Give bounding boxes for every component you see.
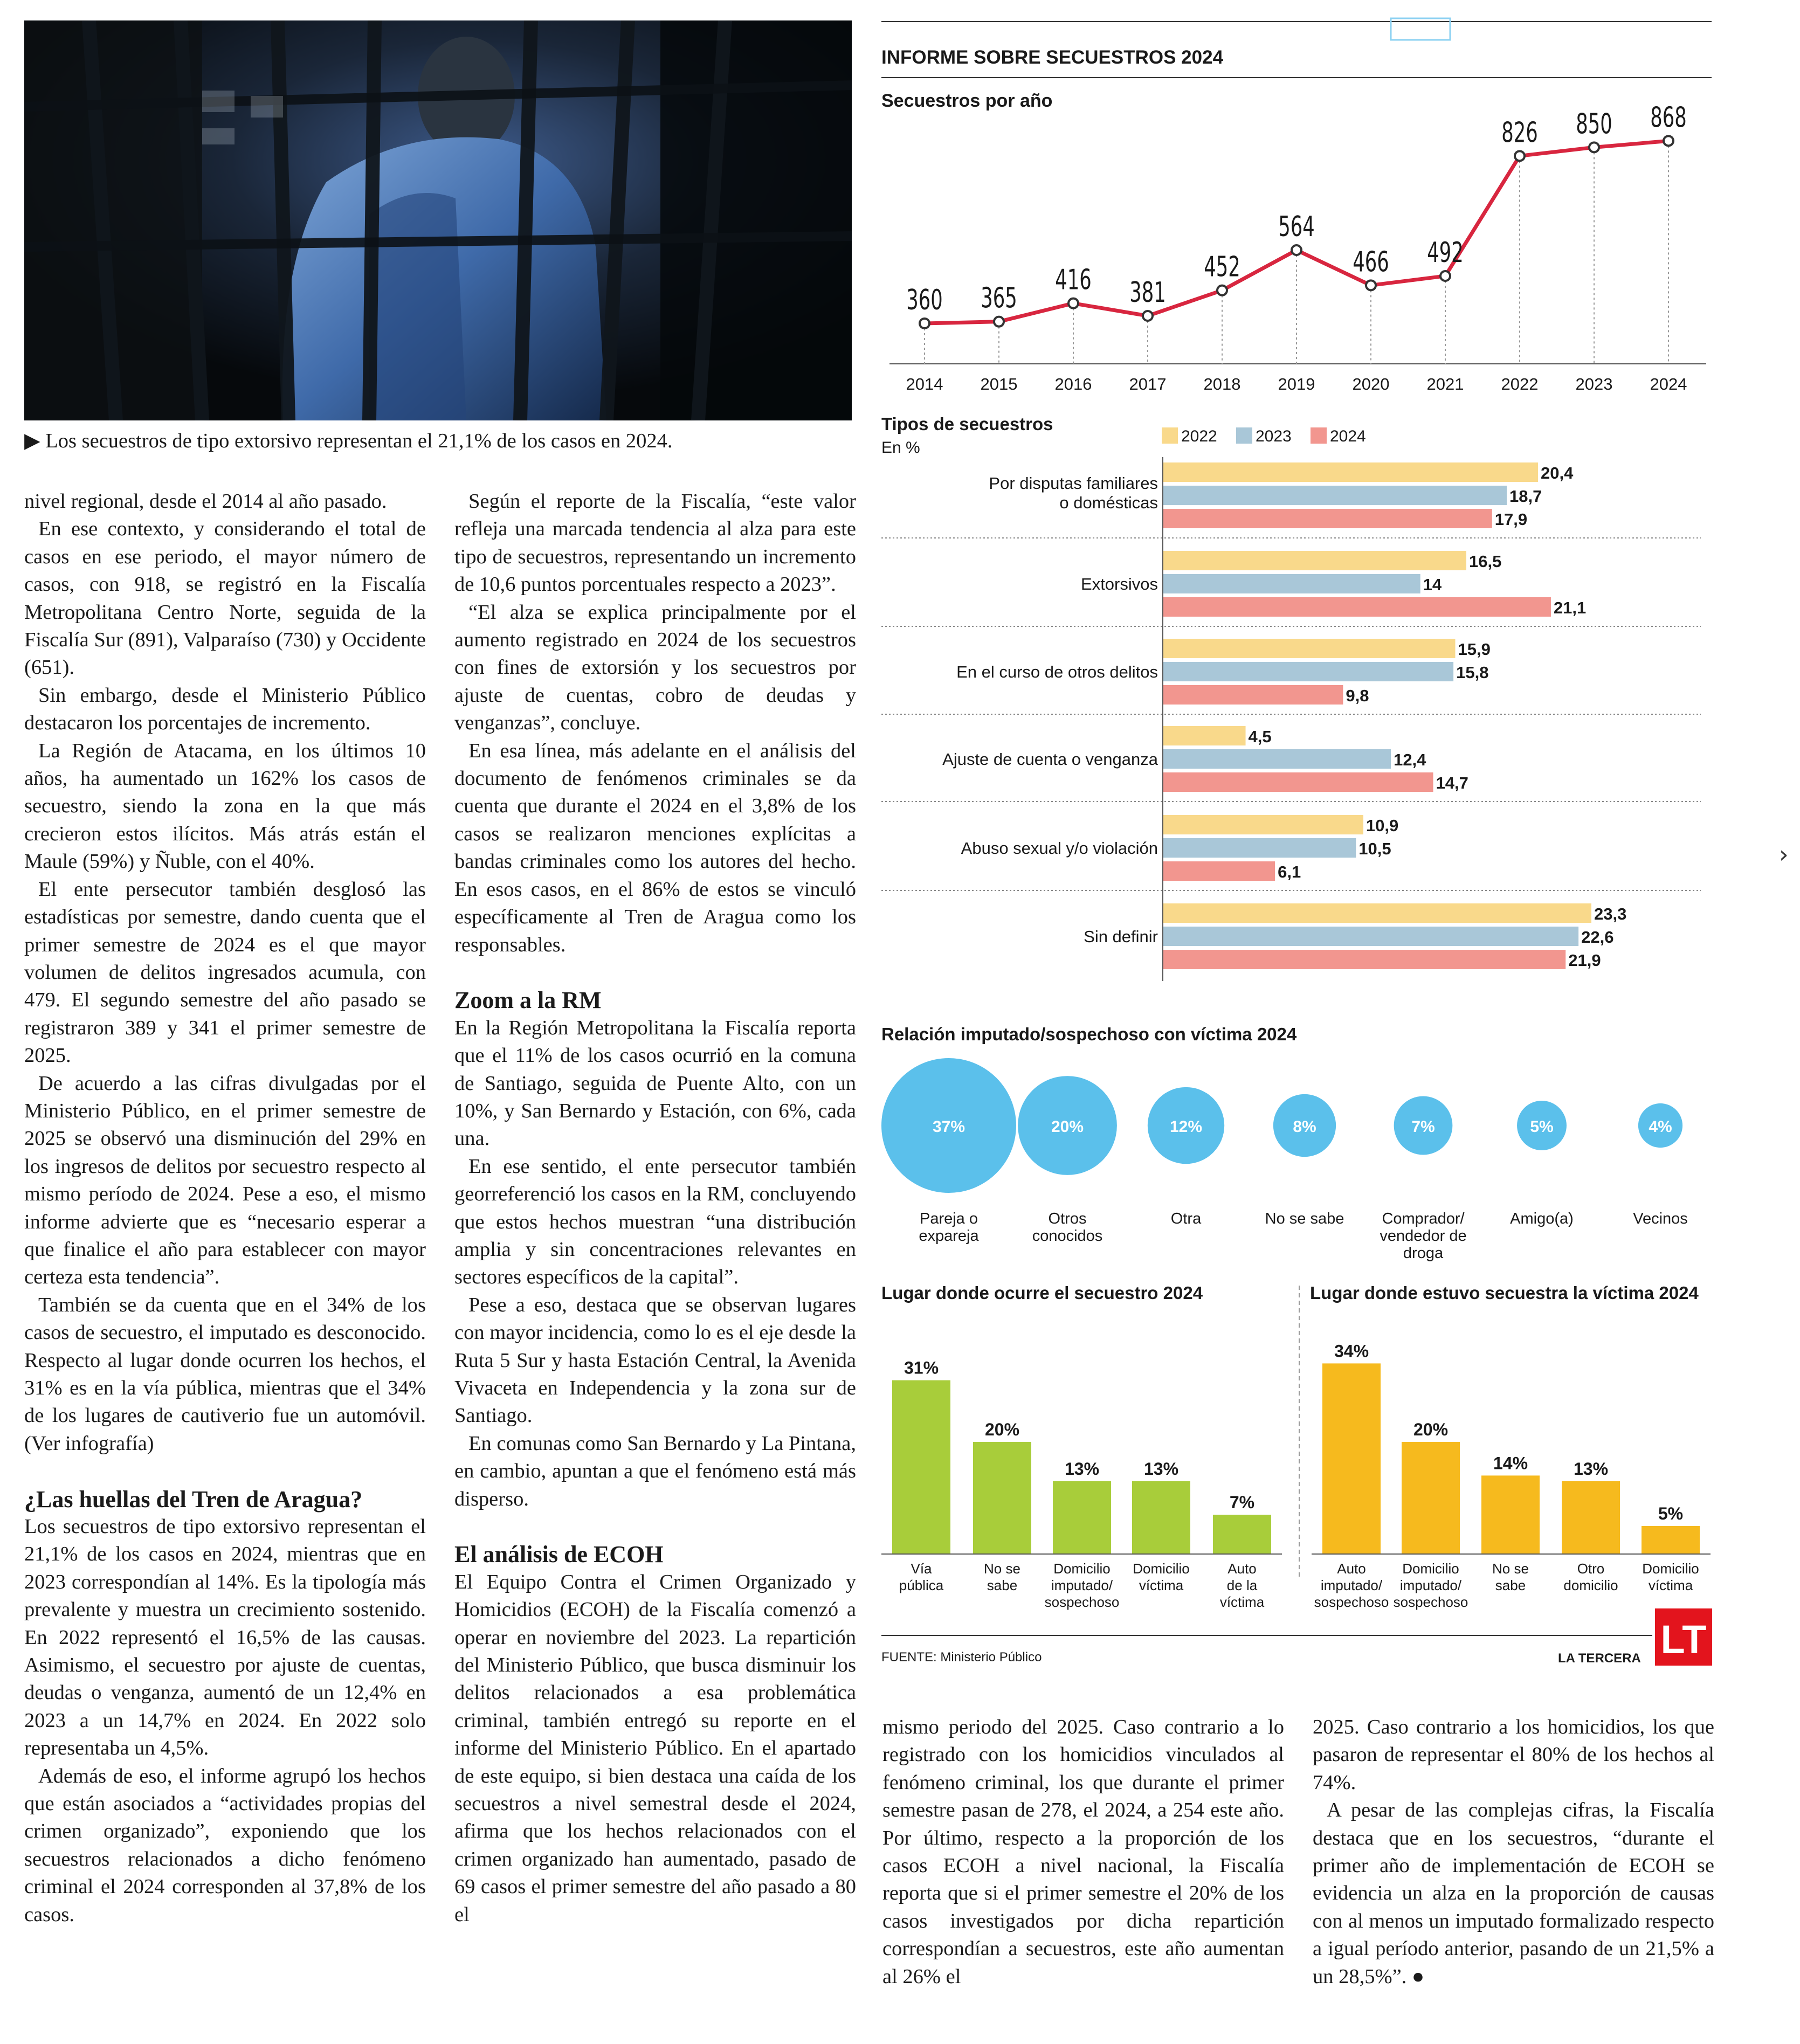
types-bar-chart <box>881 414 1701 981</box>
data-label: 466 <box>1353 246 1389 279</box>
data-point <box>1515 151 1525 161</box>
column-category-label: víctima <box>1648 1577 1693 1593</box>
photo-illustration <box>24 20 852 420</box>
article-paragraph: En ese contexto, y considerando el total de casos en ese periodo, el mayor número de casos, con 918, se registró en la Fiscalía Metropolitana Centro Norte, seguida de la Fiscalía Sur (891), Valparaíso (730) y Occidente (651). <box>24 517 426 679</box>
bubble-category-label: conocidos <box>1032 1227 1103 1245</box>
data-label: 868 <box>1650 101 1687 134</box>
article-paragraph: En la Región Metropolitana la Fiscalía reporta que el 11% de los casos ocurrió en la comuna de Santiago, seguida de Puente Alto, con un 10%, y San Bernardo y Estación, con 6%, cada una. <box>454 1016 856 1150</box>
lt-logo-text: LT <box>1660 1617 1707 1662</box>
bubble-category-label: No se sabe <box>1265 1210 1344 1227</box>
bubble-category-label: expareja <box>919 1227 979 1245</box>
x-tick-label: 2015 <box>980 375 1018 393</box>
bar-value-label: 4,5 <box>1248 727 1272 746</box>
column-category-label: Otro <box>1577 1560 1605 1577</box>
legend-swatch <box>1162 427 1178 444</box>
bar-value-label: 14 <box>1423 575 1442 594</box>
bar <box>1163 639 1456 658</box>
bubble-value-label: 8% <box>1293 1118 1316 1136</box>
column-category-label: Domicilio <box>1642 1560 1699 1577</box>
column-category-label: Vía <box>911 1560 932 1577</box>
column-value-label: 20% <box>984 1420 1020 1439</box>
legend-label: 2023 <box>1256 427 1292 445</box>
photo-caption: ▶ Los secuestros de tipo extorsivo representan el 21,1% de los casos en 2024. <box>24 430 673 452</box>
column-category-label: sospechoso <box>1314 1594 1389 1610</box>
column-category-label: sospechoso <box>1044 1594 1120 1610</box>
column-bar <box>1213 1515 1271 1554</box>
bar-value-label: 9,8 <box>1346 686 1369 705</box>
data-point <box>1664 136 1673 146</box>
bubble-chart-title: Relación imputado/sospechoso con víctima 2024 <box>881 1024 1297 1044</box>
bar-value-label: 17,9 <box>1494 510 1528 529</box>
legend-swatch <box>1311 427 1327 444</box>
bar <box>1163 749 1391 769</box>
bar <box>1163 685 1343 705</box>
data-label: 360 <box>906 284 943 316</box>
category-label: Por disputas familiares <box>989 474 1158 493</box>
category-label: o domésticas <box>1059 493 1158 512</box>
bar <box>1163 726 1246 745</box>
bar <box>1163 662 1453 681</box>
x-tick-label: 2023 <box>1575 375 1613 393</box>
column-category-label: Domicilio <box>1402 1560 1459 1577</box>
data-point <box>1068 299 1078 308</box>
data-point <box>1440 271 1450 281</box>
category-label: Ajuste de cuenta o venganza <box>942 750 1158 769</box>
infographic-header: INFORME SOBRE SECUESTROS 2024 <box>881 47 1224 68</box>
article-column-1 <box>24 488 426 1929</box>
article-column-2 <box>454 488 856 1929</box>
bar-chart-title: Lugar donde ocurre el secuestro 2024 <box>881 1283 1203 1303</box>
bar <box>1163 509 1492 528</box>
bar <box>1163 551 1466 570</box>
legend-label: 2024 <box>1330 427 1366 445</box>
article-paragraph: La Región de Atacama, en los últimos 10 años, ha aumentado un 162% los casos de secuestro, siendo la zona en la que más crecieron estos ilícitos. Más atrás están el Maule (59%) y Ñuble, con el 40%. <box>24 739 426 873</box>
line-chart <box>881 91 1706 393</box>
column-category-label: víctima <box>1219 1594 1265 1610</box>
line-chart-title: Secuestros por año <box>881 91 1053 111</box>
data-point <box>1217 286 1227 295</box>
next-page-chevron-icon[interactable]: › <box>1779 841 1789 868</box>
bubble-value-label: 20% <box>1051 1118 1084 1136</box>
column-value-label: 5% <box>1658 1504 1684 1523</box>
bubble-value-label: 4% <box>1649 1118 1672 1136</box>
column-value-label: 7% <box>1229 1493 1255 1513</box>
bubble-category-label: Otra <box>1170 1210 1202 1227</box>
article-paragraph: Según el reporte de la Fiscalía, “este valor refleja una marcada tendencia al alza para este tipo de secuestros, representando un incremento de 10,6 puntos porcentuales respecto a 2023”. <box>454 490 856 596</box>
data-point <box>1589 142 1599 152</box>
article-paragraph: 2025. Caso contrario a los homicidios, los que pasaron de representar el 80% de los hechos al 74%. <box>1313 1716 1714 1794</box>
bar <box>1163 950 1565 969</box>
x-tick-label: 2017 <box>1129 375 1167 393</box>
bar <box>1163 574 1420 593</box>
data-point <box>1366 280 1376 290</box>
bar-value-label: 15,8 <box>1456 663 1489 682</box>
data-label: 365 <box>981 282 1017 315</box>
column-category-label: sospechoso <box>1393 1594 1468 1610</box>
data-label: 564 <box>1278 211 1315 243</box>
column-category-label: de la <box>1226 1577 1258 1593</box>
x-tick-label: 2018 <box>1203 375 1241 393</box>
bar <box>1163 861 1275 881</box>
category-label: Sin definir <box>1084 927 1158 946</box>
column-value-label: 13% <box>1573 1459 1609 1479</box>
bubble-category-label: Vecinos <box>1633 1210 1688 1227</box>
bubble-category-label: vendedor de <box>1380 1227 1467 1245</box>
category-label: Abuso sexual y/o violación <box>961 839 1158 858</box>
bubble-category-label: droga <box>1403 1245 1444 1262</box>
bar-value-label: 12,4 <box>1394 750 1426 769</box>
caption-arrow-icon: ▶ <box>24 430 40 452</box>
bar-value-label: 10,9 <box>1365 816 1399 835</box>
data-label: 492 <box>1427 237 1464 269</box>
article-paragraph: En comunas como San Bernardo y La Pintana, en cambio, apuntan a que el fenómeno está más disperso. <box>454 1432 856 1510</box>
x-tick-label: 2019 <box>1278 375 1315 393</box>
data-label: 850 <box>1576 108 1612 141</box>
article-paragraph: nivel regional, desde el 2014 al año pasado. <box>24 490 387 513</box>
bar-value-label: 6,1 <box>1278 862 1301 881</box>
publisher-name: LA TERCERA <box>1558 1651 1641 1666</box>
bubble-category-label: Otros <box>1048 1210 1087 1227</box>
relationship-bubbles <box>881 1024 1688 1262</box>
article-paragraph: “El alza se explica principalmente por el aumento registrado en 2024 de los secuestros con fines de extorsión y los secuestros por ajuste de cuentas, cobro de deudas y venganzas”, concluye. <box>454 600 856 735</box>
bar <box>1163 927 1578 946</box>
column-category-label: domicilio <box>1563 1577 1618 1593</box>
bubble-value-label: 7% <box>1411 1118 1435 1136</box>
infographic-canvas <box>879 16 1720 1676</box>
source-note: FUENTE: Ministerio Público <box>881 1650 1042 1665</box>
x-tick-label: 2021 <box>1426 375 1464 393</box>
legend-swatch <box>1236 427 1252 444</box>
category-label: En el curso de otros delitos <box>956 662 1158 681</box>
bar-value-label: 18,7 <box>1509 487 1542 506</box>
article-paragraph: Pese a eso, destaca que se observan lugares con mayor incidencia, como lo es el eje desde la Ruta 5 Sur y hasta Estación Central, la Avenida Vivaceta en Independencia y la zona sur de Santiago. <box>454 1293 856 1427</box>
bar-value-label: 15,9 <box>1458 640 1491 659</box>
x-tick-label: 2022 <box>1501 375 1539 393</box>
bar <box>1163 486 1507 505</box>
bubble-value-label: 37% <box>932 1118 965 1136</box>
bar-value-label: 21,1 <box>1553 598 1587 617</box>
article-paragraph: De acuerdo a las cifras divulgadas por el Ministerio Público, en el primer semestre de 2025 se observó una disminución del 29% en los ingresos de delitos por secuestro respecto al mismo período de 2024. Pese a eso, el mismo informe advierte que es “necesario esperar a que finalice el año para establecer con mayor certeza esta tendencia”. <box>24 1072 426 1289</box>
column-bar <box>1132 1481 1190 1554</box>
bar-value-label: 22,6 <box>1581 928 1614 947</box>
data-label: 381 <box>1129 277 1166 309</box>
bubble-category-label: Comprador/ <box>1382 1210 1465 1227</box>
bar <box>1163 838 1356 858</box>
bar-value-label: 16,5 <box>1468 552 1502 571</box>
data-label: 452 <box>1204 251 1240 284</box>
data-label: 416 <box>1055 264 1092 296</box>
column-category-label: imputado/ <box>1320 1577 1383 1593</box>
column-value-label: 13% <box>1143 1459 1179 1479</box>
section-heading: ¿Las huellas del Tren de Aragua? <box>24 1486 363 1513</box>
article-column-3 <box>882 1714 1284 1991</box>
column-value-label: 20% <box>1413 1420 1449 1439</box>
column-category-label: pública <box>899 1577 944 1593</box>
article-paragraph: Además de eso, el informe agrupó los hechos que están asociados a “actividades propias del crimen organizado”, exponiendo que los secuestros relacionados a dicho fenómeno criminal el 2024 corresponden al 37,8% de los casos. <box>24 1764 426 1926</box>
column-bar <box>1053 1481 1111 1554</box>
bar-value-label: 21,9 <box>1568 951 1601 970</box>
article-paragraph: En ese sentido, el ente persecutor también georreferenció los casos en la RM, concluyendo que estos hechos muestran “una distribución amplia y sin concentraciones relevantes en sectores específicos de la capital”. <box>454 1155 856 1289</box>
bar-chart-title: Lugar donde estuvo secuestra la víctima 2024 <box>1310 1283 1699 1303</box>
column-bar <box>1322 1363 1381 1554</box>
column-bar <box>1481 1475 1540 1554</box>
bar-value-label: 14,7 <box>1436 774 1468 792</box>
column-category-label: Auto <box>1337 1560 1366 1577</box>
section-heading: Zoom a la RM <box>454 987 602 1014</box>
column-category-label: imputado/ <box>1051 1577 1113 1593</box>
data-point <box>1292 245 1301 255</box>
column-value-label: 31% <box>904 1358 939 1378</box>
column-value-label: 34% <box>1334 1341 1369 1361</box>
bar <box>1163 772 1433 792</box>
column-category-label: víctima <box>1139 1577 1184 1593</box>
bar-value-label: 20,4 <box>1541 464 1574 482</box>
legend-label: 2022 <box>1181 427 1217 445</box>
bar <box>1163 597 1551 617</box>
bar-value-label: 23,3 <box>1594 904 1627 923</box>
data-point <box>920 319 929 328</box>
place-captive-chart <box>1310 1283 1711 1610</box>
article-paragraph: Los secuestros de tipo extorsivo representan el 21,1% de los casos en 2024, mientras que en 2023 correspondían al 14%. Es la tipología más prevalente y muestra un crecimiento sostenido. En 2022 representó el 16,5% de las causas. Asimismo, el secuestro por ajuste de cuentas, deudas o venganza, aumentó de un 12,4% en 2023 a un 14,7% en 2024. En 2022 solo representaba un 4,5%. <box>24 1515 426 1760</box>
bubble-value-label: 12% <box>1169 1118 1203 1136</box>
column-category-label: imputado/ <box>1399 1577 1462 1593</box>
bubble-category-label: Amigo(a) <box>1510 1210 1574 1227</box>
column-value-label: 13% <box>1064 1459 1100 1479</box>
section-heading: El análisis de ECOH <box>454 1541 664 1568</box>
news-photo <box>24 20 852 420</box>
column-category-label: sabe <box>987 1577 1018 1593</box>
bar <box>1163 815 1363 834</box>
article-paragraph: Sin embargo, desde el Ministerio Público destacaron los porcentajes de incremento. <box>24 683 426 735</box>
bar <box>1163 462 1538 482</box>
infographic <box>879 16 1720 1676</box>
article-paragraph: También se da cuenta que en el 34% de los casos de secuestro, el imputado es desconocido. Respecto al lugar donde ocurren los hechos, el 31% es en la vía pública, mientras que el 34% de los lugares de cautiverio fue un automóvil. (Ver infografía) <box>24 1293 426 1455</box>
article-paragraph: A pesar de las complejas cifras, la Fiscalía destaca que en los secuestros, “durante el primer año de implementación de ECOH se evidencia un alza en la proporción de causas con al menos un imputado formalizado respecto a igual período anterior, pasando de un 21,5% a un 28,5%”. ● <box>1313 1799 1714 1988</box>
bar-chart-subtitle: En % <box>881 439 920 457</box>
column-category-label: sabe <box>1495 1577 1526 1593</box>
article-paragraph: El ente persecutor también desglosó las estadísticas por semestre, dando cuenta que el primer semestre de 2024 es el que mayor volumen de delitos ingresados acumula, con 479. El segundo semestre del año pasado se registraron 389 y 341 el primer semestre de 2025. <box>24 878 426 1067</box>
column-category-label: Auto <box>1227 1560 1257 1577</box>
article-paragraph: El Equipo Contra el Crimen Organizado y Homicidios (ECOH) de la Fiscalía comenzó a operar en noviembre del 2023. La repartición del Ministerio Público, que busca disminuir los delitos relacionados a esa problemática criminal, también entregó su reporte en el informe del Ministerio Público. En el apartado de este equipo, si bien destaca una caída de los secuestros a nivel semestral desde el 2024, afirma que los hechos relacionados con el crimen organizado han aumentado, pasado de 69 casos el primer semestre del año pasado a 80 el <box>454 1570 856 1926</box>
data-point <box>994 317 1004 327</box>
column-category-label: No se <box>984 1560 1020 1577</box>
bar-value-label: 10,5 <box>1358 839 1391 858</box>
column-category-label: Domicilio <box>1053 1560 1111 1577</box>
column-bar <box>1402 1442 1460 1554</box>
category-label: Extorsivos <box>1081 575 1158 593</box>
bar <box>1163 903 1591 923</box>
column-bar <box>1642 1526 1700 1554</box>
data-point <box>1143 311 1153 321</box>
place-occurs-chart <box>881 1283 1282 1610</box>
column-bar <box>892 1380 950 1554</box>
column-value-label: 14% <box>1493 1453 1528 1473</box>
article-paragraph: En esa línea, más adelante en el análisis del documento de fenómenos criminales se da cuenta que durante el 2024 en el 3,8% de los casos se realizaron menciones explícitas a bandas criminales como los autores del hecho. En esos casos, en el 86% de estos se vinculó específicamente al Tren de Aragua como los responsables. <box>454 739 856 956</box>
column-category-label: No se <box>1492 1560 1529 1577</box>
column-bar <box>1562 1481 1620 1554</box>
bar-chart-title: Tipos de secuestros <box>881 414 1053 434</box>
article-column-4 <box>1313 1714 1714 1991</box>
bubble-value-label: 5% <box>1530 1118 1554 1136</box>
bubble-category-label: Pareja o <box>919 1210 978 1227</box>
x-tick-label: 2016 <box>1054 375 1092 393</box>
article-paragraph: mismo periodo del 2025. Caso contrario a lo registrado con los homicidios vinculados al fenómeno criminal, los que durante el primer semestre pasan de 278, el 2024, a 254 este año. Por último, respecto a la proporción de los casos ECOH a nivel nacional, la Fiscalía reporta que si el primer semestre el 20% de los casos investigados por dicha repartición correspondían a secuestros, este año aumentan al 26% el <box>882 1716 1284 1988</box>
column-category-label: Domicilio <box>1133 1560 1190 1577</box>
x-tick-label: 2014 <box>906 375 943 393</box>
data-label: 826 <box>1501 116 1538 149</box>
x-tick-label: 2020 <box>1352 375 1390 393</box>
column-bar <box>973 1442 1031 1554</box>
x-tick-label: 2024 <box>1650 375 1687 393</box>
